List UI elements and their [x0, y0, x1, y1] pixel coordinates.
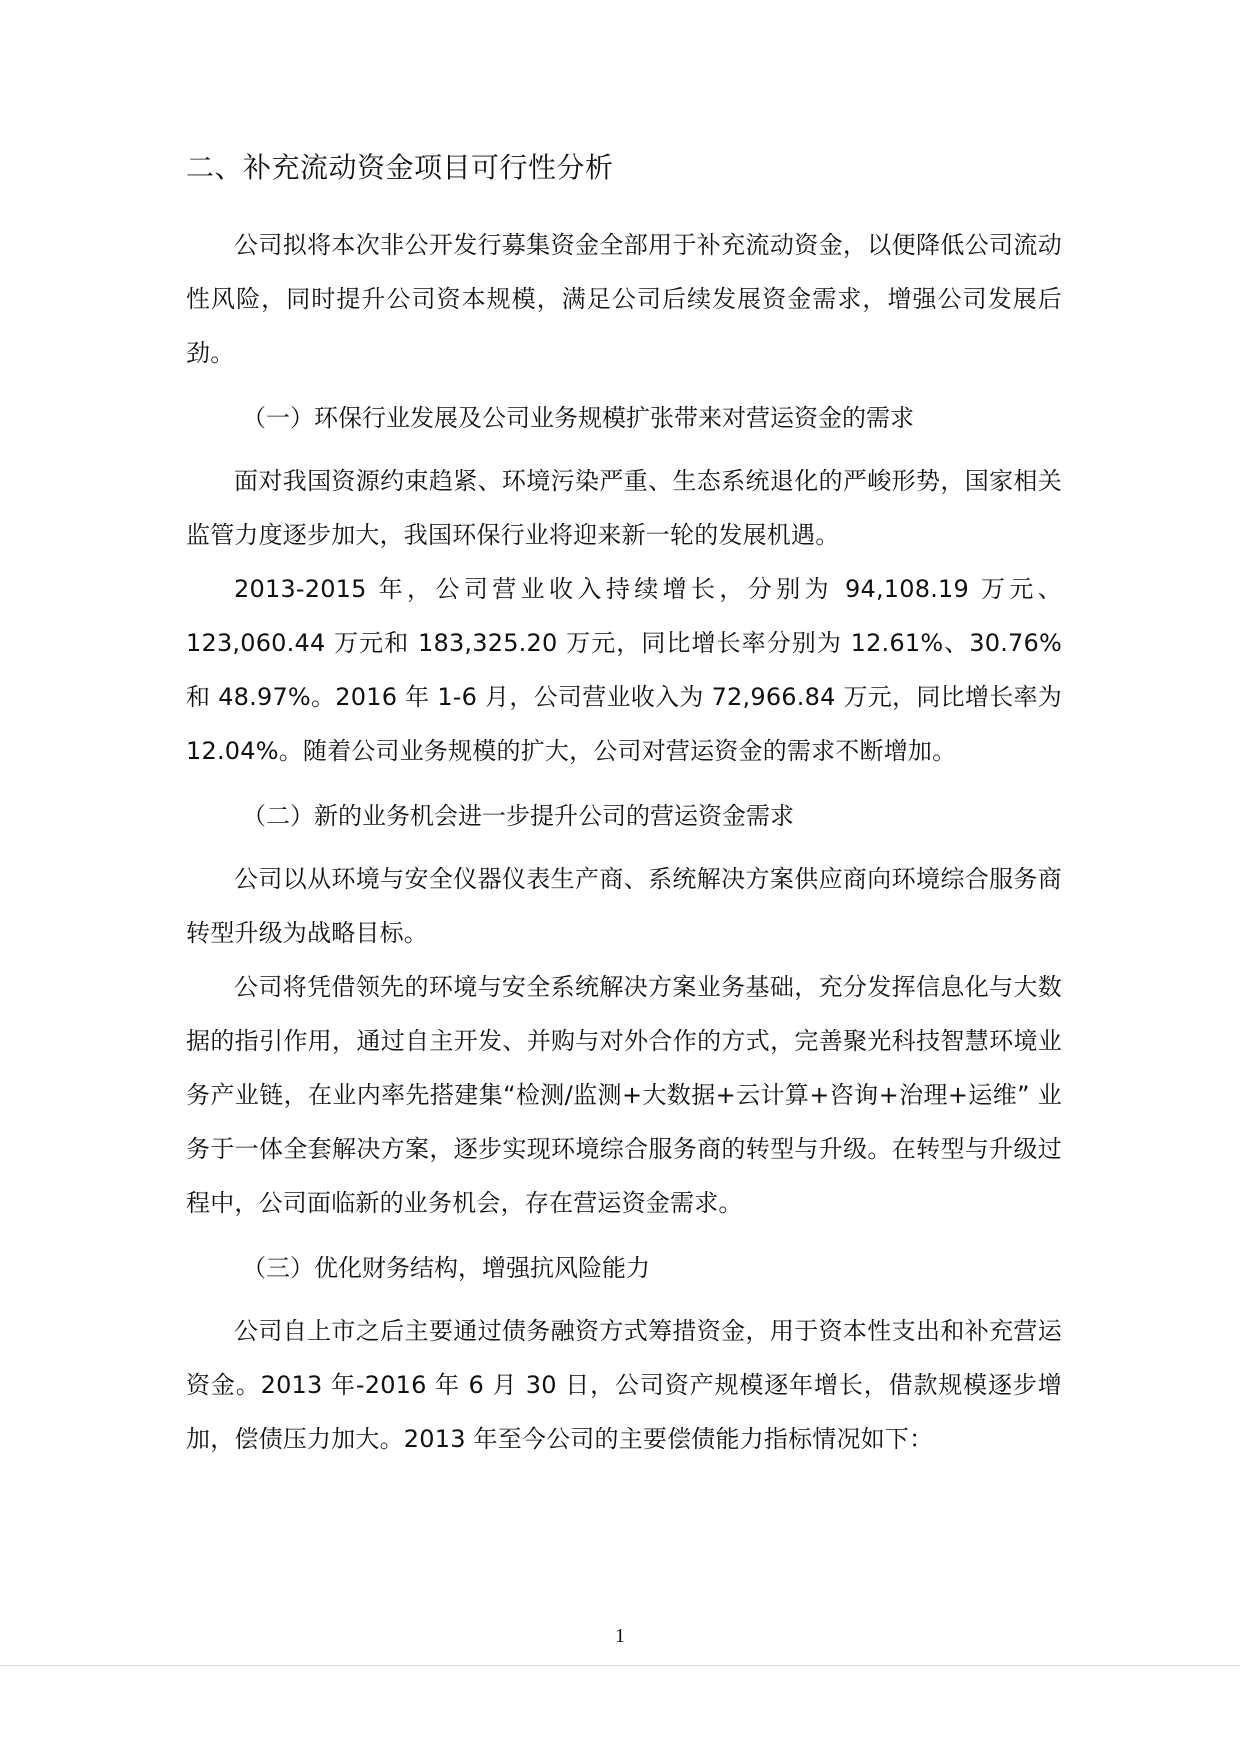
paragraph-industry-context: 面对我国资源约束趋紧、环境污染严重、生态系统退化的严峻形势，国家相关监管力度逐步加大，我国环保行业将迎来新一轮的发展机遇。 [186, 467, 1062, 549]
paragraph-debt-financing: 公司自上市之后主要通过债务融资方式筹措资金，用于资本性支出和补充营运资金。2013 年-2016 年 6 月 30 日，公司资产规模逐年增长，借款规模逐步增加，偿债压力加大。2013 年至今公司的主要偿债能力指标情况如下： [186, 1317, 1062, 1453]
paragraph-transformation: 公司将凭借领先的环境与安全系统解决方案业务基础，充分发挥信息化与大数据的指引作用，通过自主开发、并购与对外合作的方式，完善聚光科技智慧环境业务产业链，在业内率先搭建集“检测/监测+大数据+云计算+咨询+治理+运维” 业务于一体全套解决方案，逐步实现环境综合服务商的转型与升级。在转型与升级过程中，公司面临新的业务机会，存在营运资金需求。 [186, 973, 1062, 1217]
paragraph-intro: 公司拟将本次非公开发行募集资金全部用于补充流动资金，以便降低公司流动性风险，同时提升公司资本规模，满足公司后续发展资金需求，增强公司发展后劲。 [186, 231, 1062, 367]
next-page-area [0, 1666, 1240, 1754]
subheading-industry-demand: （一）环保行业发展及公司业务规模扩张带来对营运资金的需求 [242, 404, 914, 432]
paragraph-revenue-growth: 2013-2015 年，公司营业收入持续增长，分别为 94,108.19 万元、123,060.44 万元和 183,325.20 万元，同比增长率分别为 12.61%、30.76%和 48.97%。2016 年 1-6 月，公司营业收入为 72,966.84 万元，同比增长率为 12.04%。随着公司业务规模的扩大，公司对营运资金的需求不断增加。 [186, 575, 1062, 765]
section-heading: 二、补充流动资金项目可行性分析 [186, 151, 614, 184]
paragraph-strategy: 公司以从环境与安全仪器仪表生产商、系统解决方案供应商向环境综合服务商转型升级为战略目标。 [186, 865, 1062, 947]
subheading-new-business: （二）新的业务机会进一步提升公司的营运资金需求 [242, 802, 794, 830]
page-number: 1 [615, 1625, 625, 1647]
subheading-financial-structure: （三）优化财务结构，增强抗风险能力 [242, 1254, 650, 1282]
document-body [186, 148, 1062, 1466]
